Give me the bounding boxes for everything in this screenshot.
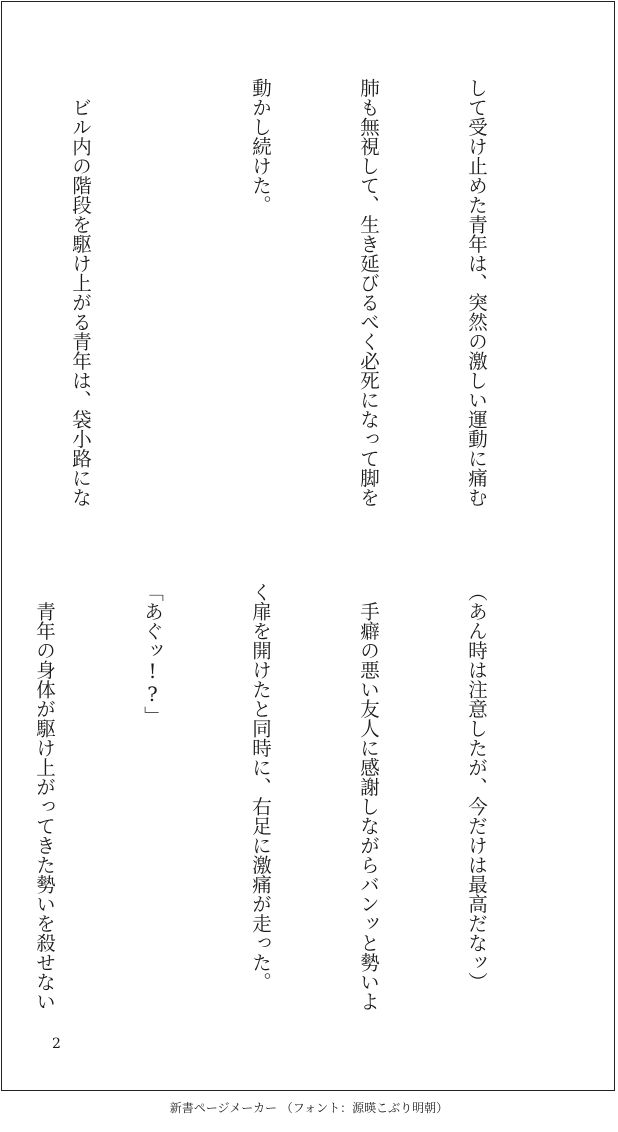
top-text-block	[0, 78, 566, 518]
text-line: 動かし続けた。	[249, 78, 272, 215]
bottom-text-block	[0, 582, 566, 1022]
text-line: ビル内の階段を駆け上がる青年は、袋小路にな	[69, 78, 92, 507]
footer-caption: 新書ページメーカー （フォント：源暎こぶり明朝）	[169, 1101, 449, 1115]
text-line: 手癖の悪い友人に感謝しながらバンッと勢いよ	[357, 582, 380, 1011]
page-number: 2	[52, 1036, 61, 1052]
text-line: 肺も無視して、生き延びるべく必死になって脚を	[357, 78, 380, 507]
text-line: （あん時は注意したが、今だけは最高だなッ）	[465, 582, 488, 992]
text-line: して受け止めた青年は、突然の激しい運動に痛む	[465, 78, 488, 507]
text-line: く扉を開けたと同時に、右足に激痛が走った。	[249, 582, 272, 992]
text-line: 「あぐッ!?」	[141, 582, 164, 726]
text-line: 青年の身体が駆け上がってきた勢いを殺せない	[33, 582, 56, 1011]
